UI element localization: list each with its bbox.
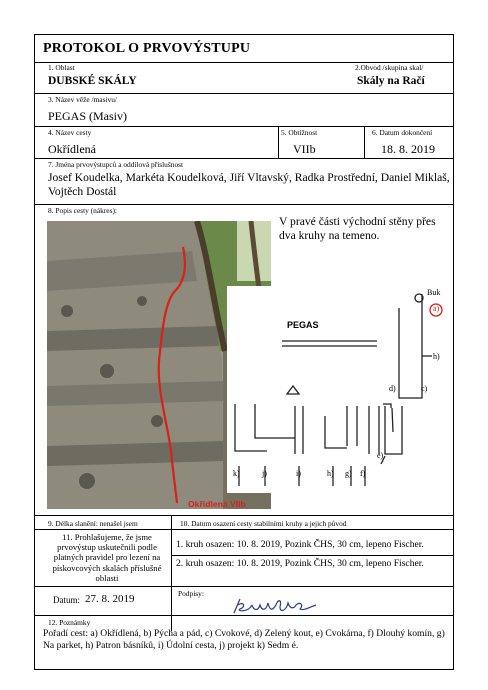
sketch-heading: PEGAS [287,320,319,330]
form-title: PROTOKOL O PRVOVÝSTUPU [43,41,251,56]
sketch-label-c: c) [421,384,428,393]
prohlaseni: 11. Prohlašujeme, že jsme prvovýstup uskutečnili podle platných pravidel pro lezení na pískovcových skalách příslušné oblasti [52,532,162,583]
divider [278,126,279,158]
divider [171,515,172,631]
sketch-tree-label: Buk [427,288,441,297]
cesta-value: Okřídlená [48,142,96,156]
sketch-label-i: i) [296,469,301,478]
sketch-label-h: h) [327,469,334,478]
vez-value: PEGAS (Masiv) [48,109,128,123]
divider [171,555,453,556]
datum2-label: Datum: [53,595,80,605]
sketch-label-j: j) [262,469,267,478]
divider [35,204,453,205]
divider [364,126,365,158]
datum-label: 6. Datum dokončení [372,128,433,137]
poznamky-value: Pořadí cest: a) Okřídlená, b) Pýcha a pád, c) Cvokové, d) Zelený kout, e) Cvokárna, f) Dlouhý komín, g) Na parket, h) Patron básníků, i) Údolní cesta, j) projekt k) Sedm é. [43,628,445,651]
slaneni-label: 9. Délka slanění: nenašel jsem [48,519,138,528]
divider [35,586,453,587]
divider [35,515,453,516]
obvod-value: Skály na Račí [357,75,425,87]
podpis-label: Podpisy: [178,589,204,598]
sketch-label-d: d) [389,384,396,393]
sketch-label-f: f) [360,469,366,478]
divider [35,93,453,94]
route-sketch [227,286,453,493]
jmena-label: 7. Jména prvovýstupců a oddílová příslušnost [48,160,184,169]
sketch-label-g: g) [345,469,352,478]
route-label: Okřídlená VIIb [188,499,246,509]
popis-value: V pravé části východní stěny přes dva kruhy na temeno. [279,215,436,242]
obtiznost-label: 5. Obtížnost [281,128,318,137]
obvod-label: 2.Obvod /skupina skal/ [355,63,424,72]
popis-label: 8. Popis cesty (nákres): [48,206,117,215]
vez-label: 3. Název věže /masivu/ [48,95,117,104]
kruh2-value: 2. kruh osazen: 10. 8. 2019, Pozink ČHS, 30 cm, lepeno Fischer. [176,558,424,569]
kruh1-value: 1. kruh osazen: 10. 8. 2019, Pozink ČHS, 30 cm, lepeno Fischer. [176,539,424,550]
sketch-label-e: e) [377,451,384,460]
cesta-label: 4. Název cesty [48,128,92,137]
signature [230,595,320,617]
datum-value: 18. 8. 2019 [381,142,435,156]
divider [35,615,453,616]
sketch-label-k: k) [233,469,240,478]
oblast-value: DUBSKÉ SKÁLY [48,75,137,87]
divider [35,529,453,530]
jmena-value: Josef Koudelka, Markéta Koudelková, Jiří Vltavský, Radka Prostřední, Daniel Miklaš, Vojtěch Dostál [48,171,450,198]
oblast-label: 1. Oblast [48,63,75,72]
sketch-label-h-right: h) [433,352,440,361]
poznamky-label: 12. Poznámky [48,618,91,627]
divider [35,126,453,127]
datum2-value: 27. 8. 2019 [85,593,135,605]
osazeni-label: 10. Datum osazení cesty stabilními kruhy a jejich původ [180,519,347,528]
protocol-form [34,34,454,670]
divider [35,158,453,159]
obtiznost-value: VIIb [293,142,316,156]
sketch-label-a: a) [433,304,440,313]
